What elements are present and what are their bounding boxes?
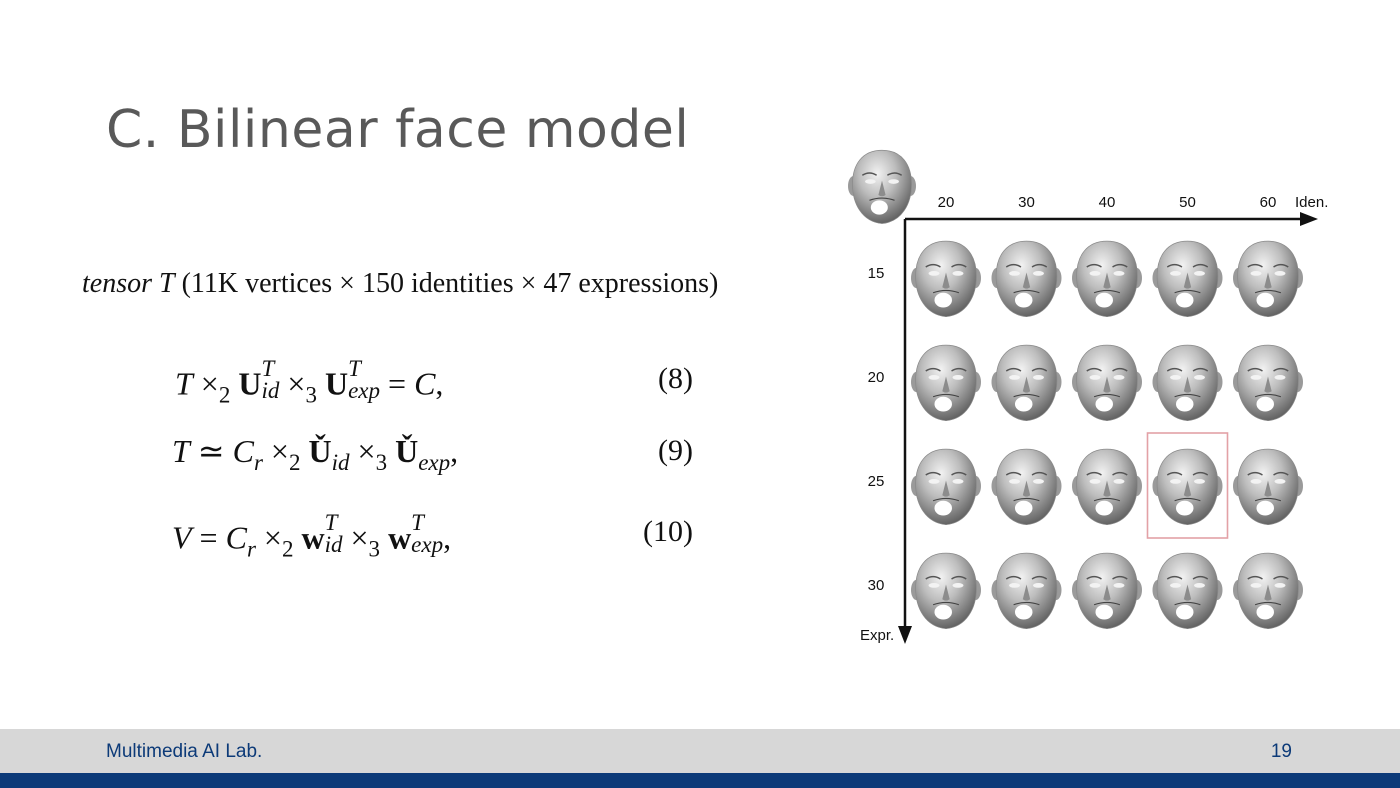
x-tick-label: 30 — [1018, 194, 1035, 211]
footer-strip — [0, 773, 1400, 788]
x-tick-label: 60 — [1259, 194, 1277, 211]
face-cell — [1153, 449, 1223, 525]
face-cell — [1072, 345, 1142, 421]
tensor-description — [82, 268, 718, 300]
face-cell — [992, 553, 1062, 629]
y-axis-label: Expr. — [860, 627, 895, 644]
face-cell — [1233, 449, 1303, 525]
y-tick-label: 20 — [867, 369, 885, 386]
face-cell — [1233, 345, 1303, 421]
y-axis-arrow — [898, 626, 912, 644]
equation-9: T ≃ $C_r \times_2$ $Ǔ_{id} \times_3$ $Ǔ_{exp}$, — [172, 433, 459, 476]
y-tick-label: 25 — [867, 473, 885, 490]
x-tick-label: 20 — [937, 194, 955, 211]
face-cell — [992, 345, 1062, 421]
tensor-dimensions: (11K vertices × 150 identities × 47 expressions) — [181, 268, 719, 299]
face-cell — [1072, 241, 1142, 317]
x-tick-label: 50 — [1179, 194, 1196, 211]
equation-10-number: (10) — [643, 515, 693, 548]
equation-8: $T \times_2$ U T id $\times_3$ U T exp = C, — [175, 355, 444, 408]
face-cell — [1153, 553, 1223, 629]
slide-title: C. Bilinear face model — [106, 100, 690, 160]
face-cell — [1072, 553, 1142, 629]
page-number: 19 — [1270, 741, 1292, 762]
face-cell — [1153, 345, 1223, 421]
face-cell — [1233, 553, 1303, 629]
lab-name: Multimedia AI Lab. — [106, 741, 263, 762]
tensor-word: tensor — [82, 268, 152, 299]
x-tick-label: 40 — [1098, 194, 1116, 211]
equation-8-number: (8) — [658, 362, 693, 395]
face-cell — [992, 449, 1062, 525]
face-cell — [1233, 241, 1303, 317]
face-cell — [1072, 449, 1142, 525]
x-axis-label: Iden. — [1295, 194, 1329, 211]
x-axis-arrow — [1300, 212, 1318, 226]
equation-9-number: (9) — [658, 434, 693, 467]
y-tick-label: 30 — [867, 577, 885, 594]
tensor-symbol: T — [159, 268, 175, 299]
face-cell — [911, 449, 981, 525]
y-tick-label: 15 — [867, 265, 885, 282]
face-cell — [1153, 241, 1223, 317]
face-cell — [911, 241, 981, 317]
reference-face — [848, 150, 916, 223]
face-cell — [911, 345, 981, 421]
face-cell — [992, 241, 1062, 317]
equation-10: $V = C_r \times_2$ w T id $\times_3$ w T exp , — [172, 509, 452, 562]
face-grid-figure — [830, 128, 1340, 653]
face-cell — [911, 553, 981, 629]
